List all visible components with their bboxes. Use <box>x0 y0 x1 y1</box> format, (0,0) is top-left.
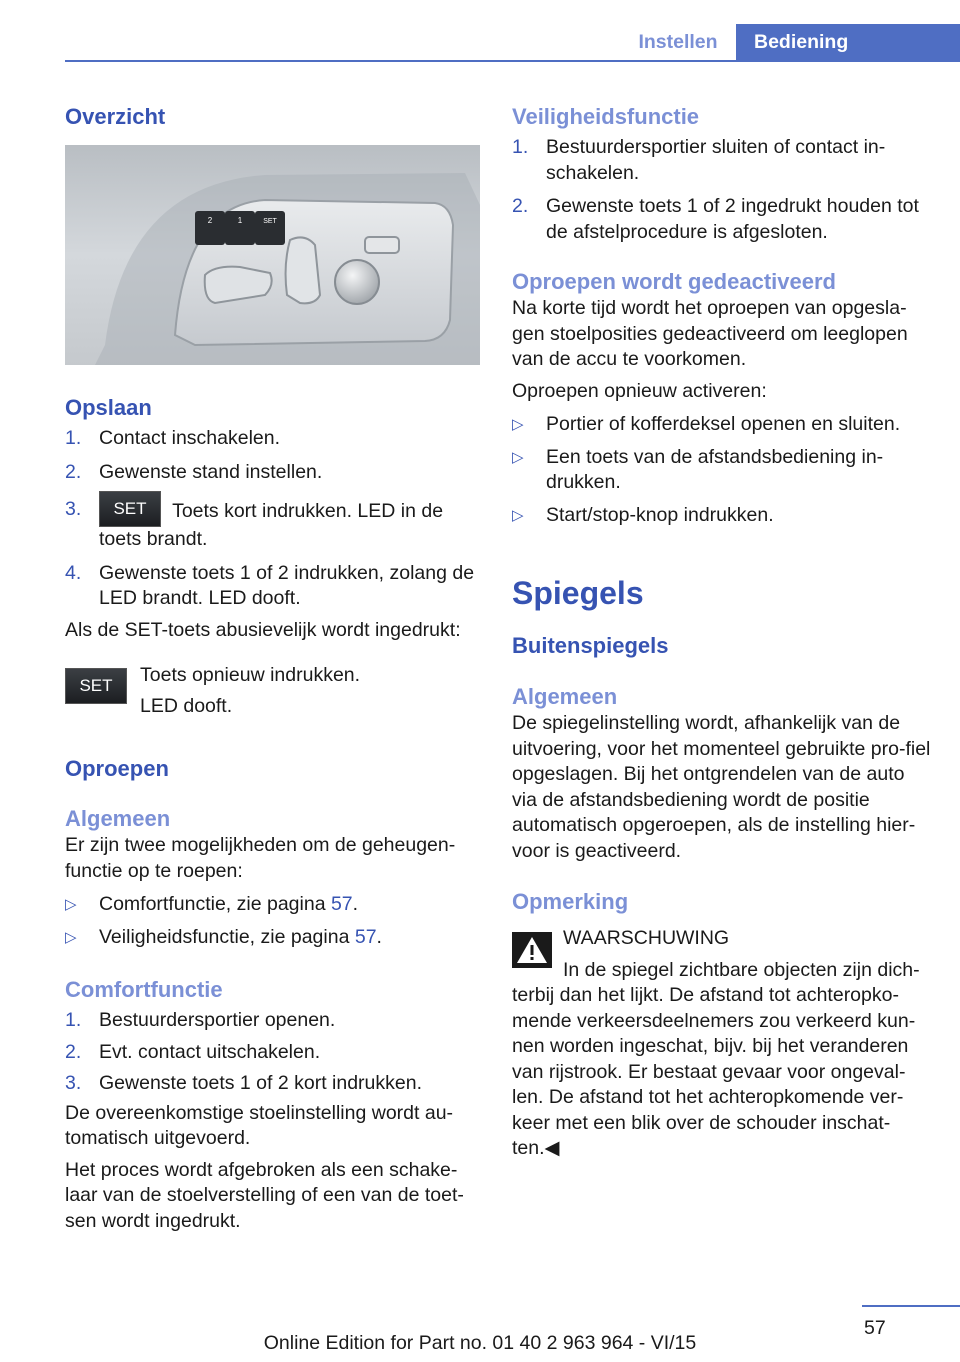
step-number: 1. <box>65 1009 82 1031</box>
item-text: Start/stop-knop indrukken. <box>546 503 774 526</box>
spiegels-section <box>512 573 932 916</box>
warning-label: WAARSCHUWING <box>563 927 730 949</box>
step-number: 2. <box>65 460 82 483</box>
warning-triangle-icon <box>512 932 552 968</box>
step-text: Evt. contact uitschakelen. <box>99 1040 321 1063</box>
item-text: Portier of kofferdeksel openen en sluiten. <box>546 413 901 435</box>
photo-button-2-label: 2 <box>207 216 213 225</box>
comfort-step-3 <box>65 1071 481 1097</box>
opslaan-step-4 <box>65 561 481 612</box>
photo-button-set-label: SET <box>263 218 277 225</box>
comfort-paragraph-2: Het proces wordt afgebroken als een schake-laar van de stoelverstelling of een van de toet-sen wordt ingedrukt. <box>65 1158 464 1232</box>
warning-text-rest: terbij dan het lijkt. De afstand tot achteropko-mende verkeersdeelnemers zou verkeerd kun-nen worden ingeschat, bijv. bij het veranderen van rijstrook. Er bestaat gevaar voor ongeval-len. De afstand tot het achteropkomende ver-keer met een blik over de schouder inschat-ten.◀ <box>512 984 916 1159</box>
step-number: 1. <box>65 427 82 449</box>
step-text: Contact inschakelen. <box>99 427 281 449</box>
opslaan-section <box>65 394 481 643</box>
opslaan-step-2 <box>65 460 481 486</box>
comfort-step-1 <box>65 1008 481 1034</box>
step-number: 3. <box>65 498 82 520</box>
item-end: . <box>376 925 382 948</box>
header-rule <box>65 60 960 62</box>
opnieuw-item-3 <box>512 503 932 529</box>
gedeact-text: Na korte tijd wordt het oproepen van opgesla-gen stoelposities gedeactiveerd om leeglopen van de accu te voorkomen. <box>512 297 908 370</box>
header-tab-bediening[interactable]: Bediening <box>736 24 960 60</box>
seat-controls-illustration <box>65 145 480 365</box>
comfort-section <box>65 976 481 1234</box>
step-text: Gewenste toets 1 of 2 ingedrukt houden tot de afstelprocedure is afgesloten. <box>546 195 919 243</box>
algemeen-item-1 <box>65 892 481 918</box>
set-again-text-1: Toets opnieuw indrukken. <box>140 664 361 686</box>
step-text: Gewenste stand instellen. <box>99 460 323 483</box>
footer-rule <box>862 1305 960 1307</box>
oproepen-section <box>65 755 481 950</box>
veilig-heading: Veiligheidsfunctie <box>512 104 700 129</box>
triangle-right-icon: ▷ <box>65 928 77 946</box>
set-button-icon: SET <box>65 668 127 704</box>
opslaan-step-1 <box>65 426 481 452</box>
step-number: 1. <box>512 136 529 158</box>
step-number: 2. <box>512 195 529 217</box>
set-button-icon: SET <box>99 491 161 527</box>
item-text: Comfortfunctie, zie pagina <box>99 893 331 915</box>
comfort-step-2 <box>65 1040 481 1066</box>
triangle-right-icon: ▷ <box>512 506 524 524</box>
triangle-right-icon: ▷ <box>512 448 524 466</box>
set-abuse-text: Als de SET-toets abusievelijk wordt ingedrukt: <box>65 618 461 641</box>
set-again-text-2: LED dooft. <box>140 695 233 717</box>
veilig-step-1 <box>512 135 932 186</box>
algemeen-text: Er zijn twee mogelijkheden om de geheugen-functie op te roepen: <box>65 834 456 882</box>
algemeen-heading: Algemeen <box>65 806 171 831</box>
triangle-right-icon: ▷ <box>512 416 524 433</box>
comfort-paragraph-1: De overeenkomstige stoelinstelling wordt au-tomatisch uitgevoerd. <box>65 1101 454 1149</box>
step-text: Bestuurdersportier openen. <box>99 1009 336 1031</box>
seat-controls-photo <box>65 145 480 365</box>
buitenspiegels-heading: Buitenspiegels <box>512 633 669 658</box>
opmerking-heading: Opmerking <box>512 889 629 914</box>
algemeen-heading: Algemeen <box>512 684 618 709</box>
step-number: 4. <box>65 561 82 584</box>
page-number: 57 <box>864 1317 886 1339</box>
step-text: Gewenste toets 1 of 2 kort indrukken. <box>99 1072 423 1094</box>
spiegels-heading: Spiegels <box>512 575 644 611</box>
header-tab-instellen[interactable]: Instellen <box>638 31 718 53</box>
step-number: 2. <box>65 1040 82 1063</box>
algemeen-text: De spiegelinstelling wordt, afhankelijk van de uitvoering, voor het momenteel gebruikte pro-fiel opgeslagen. Bij het ontgrendelen van de auto via de afstandsbediening wordt de positie automatisch opgeroepen, als de instelling hier-voor is geactiveerd. <box>512 712 931 862</box>
opslaan-step-3 <box>65 497 481 553</box>
oproepen-heading: Oproepen <box>65 756 169 781</box>
veilig-section <box>512 103 932 245</box>
set-again-block <box>65 663 481 723</box>
opnieuw-item-2 <box>512 445 932 496</box>
opnieuw-text: Oproepen opnieuw activeren: <box>512 379 767 402</box>
warning-text-line-1: In de spiegel zichtbare objecten zijn dich- <box>563 958 920 981</box>
veilig-step-2 <box>512 194 932 245</box>
step-text: Bestuurdersportier sluiten of contact in-schakelen. <box>546 136 886 184</box>
step-text: Gewenste toets 1 of 2 indrukken, zolang de LED brandt. LED dooft. <box>99 561 475 609</box>
triangle-right-icon: ▷ <box>65 896 77 913</box>
comfort-heading: Comfortfunctie <box>65 977 223 1002</box>
opnieuw-item-1 <box>512 412 932 438</box>
opslaan-heading: Opslaan <box>65 395 152 420</box>
overzicht-heading: Overzicht <box>65 104 166 129</box>
gedeact-heading: Oproepen wordt gedeactiveerd <box>512 269 836 294</box>
page-link-57[interactable]: 57 <box>354 925 377 948</box>
item-text: Veiligheidsfunctie, zie pagina <box>99 925 355 948</box>
footer-edition: Online Edition for Part no. 01 40 2 963 964 - VI/15 <box>263 1332 697 1354</box>
step-number: 3. <box>65 1072 82 1094</box>
gedeact-section <box>512 268 932 528</box>
page-link-57[interactable]: 57 <box>330 893 353 915</box>
algemeen-item-2 <box>65 925 481 951</box>
warning-block <box>512 926 932 1162</box>
photo-button-1-label: 1 <box>237 216 243 225</box>
item-text: Een toets van de afstandsbediening in-drukken. <box>546 445 884 493</box>
item-end: . <box>352 893 359 915</box>
step-text: Toets kort indrukken. LED in de toets brandt. <box>99 500 444 550</box>
